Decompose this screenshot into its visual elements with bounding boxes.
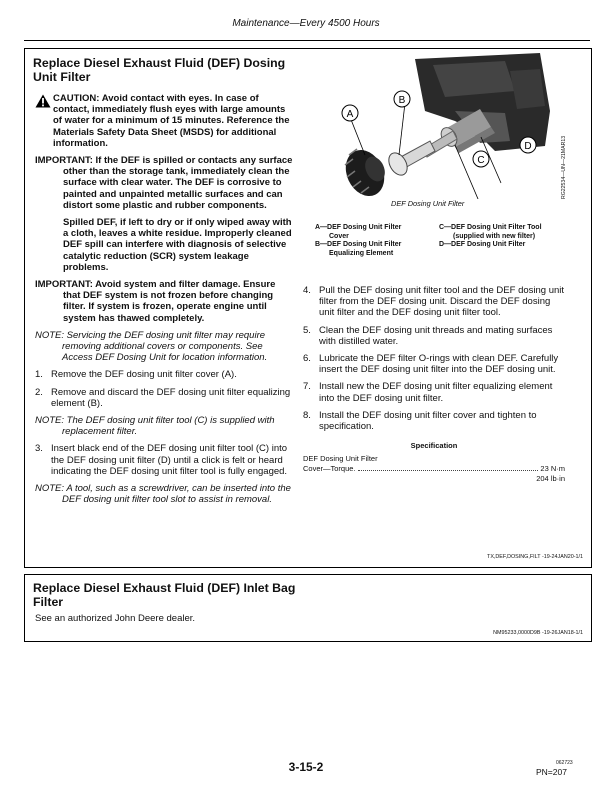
footer-pn: PN=207: [536, 767, 567, 777]
step-3: 3. Insert black end of the DEF dosing unit filter tool (C) into the DEF dosing unit filter (D) until a click is felt or heard indicating the DEF dosing unit filter tool is fully engaged.: [35, 443, 288, 477]
footer-date-code: 062723: [556, 760, 573, 766]
section-def-dosing-filter: [24, 48, 592, 568]
legend-a: A—DEF Dosing Unit Filter: [315, 224, 402, 231]
step-2-text: Remove and discard the DEF dosing unit filter equalizing element (B).: [51, 386, 291, 409]
section2-title-line1: Replace Diesel Exhaust Fluid (DEF) Inlet Bag: [33, 581, 296, 595]
header-rule: [24, 40, 590, 41]
step-5-text: Clean the DEF dosing unit threads and mating surfaces with distilled water.: [319, 324, 553, 347]
callout-label-c: C: [477, 155, 485, 166]
step-3-text: Insert black end of the DEF dosing unit filter tool (C) into the DEF dosing unit filter (D) until a click is felt or heard indicating the DEF dosing unit filter tool is fully engaged.: [51, 443, 288, 477]
step-6-text: Lubricate the DEF filter O-rings with clean DEF. Carefully insert the DEF dosing unit filter into the DEF dosing unit.: [319, 353, 559, 376]
section-title-line1: Replace Diesel Exhaust Fluid (DEF) Dosing: [33, 56, 286, 70]
spec-label: Cover—Torque.: [303, 464, 356, 474]
section2-ref-code: NM95233,0000D9B -19-26JAN18-1/1: [493, 630, 583, 636]
legend-b-cont: Equalizing Element: [329, 249, 394, 257]
step-7: 7. Install new the DEF dosing unit filter equalizing element into the DEF dosing unit filter.: [303, 381, 553, 404]
section-title: [33, 56, 303, 84]
spec-value-nm: 23 N·m: [540, 464, 565, 474]
section2-body: See an authorized John Deere dealer.: [35, 613, 196, 624]
step-2: 2. Remove and discard the DEF dosing unit filter equalizing element (B).: [35, 386, 291, 409]
page-number: 3-15-2: [288, 760, 324, 774]
section1-ref-code: TX,DEF,DOSING,FILT -19-24JAN20-1/1: [487, 554, 583, 560]
callout-label-b: B: [398, 95, 406, 106]
legend-b: B—DEF Dosing Unit Filter: [315, 241, 402, 249]
spec-title: Specification: [410, 441, 458, 451]
callout-label-a: A: [346, 109, 354, 120]
section2-title-line2: Filter: [33, 595, 64, 609]
step-7-text: Install new the DEF dosing unit filter equalizing element into the DEF dosing unit filter.: [319, 381, 553, 404]
left-column: [35, 93, 293, 512]
callout-label-d: D: [524, 141, 532, 152]
warning-triangle-icon: [35, 94, 51, 108]
legend-c: C—DEF Dosing Unit Filter Tool: [439, 224, 542, 231]
caution-block: [35, 93, 293, 149]
step-5: 5. Clean the DEF dosing unit threads and mating surfaces with distilled water.: [303, 324, 553, 347]
step-6: 6. Lubricate the DEF filter O-rings with clean DEF. Carefully insert the DEF dosing unit filter into the DEF dosing unit.: [303, 353, 559, 376]
spec-value-lbin: 204 lb·in: [536, 474, 565, 484]
figure-def-dosing-filter: [305, 51, 555, 199]
section-title-line2: Unit Filter: [33, 70, 91, 84]
page-header: Maintenance—Every 4500 Hours: [232, 18, 380, 29]
section-def-inlet-bag-filter: [24, 574, 592, 642]
section2-title: [33, 581, 333, 609]
step-4-text: Pull the DEF dosing unit filter tool and the DEF dosing unit filter from the DEF dosing unit. Discard the DEF dosing unit filter and the DEF dosing unit filter tool.: [319, 285, 565, 319]
right-column: [303, 285, 565, 484]
spec-table: [303, 454, 565, 484]
important-spill-cont: Spilled DEF, if left to dry or if only wiped away with a cloth, leaves a white residue. Improperly cleaned DEF spill can interfere with diagnosis of selective catalytic reduction (SCR) system leakage problems.: [63, 217, 292, 273]
figure-legend-right: [439, 224, 542, 250]
spec-row: [303, 464, 565, 474]
figure-legend-left: [315, 224, 401, 258]
important-frozen: IMPORTANT: Avoid system and filter damage. Ensure that DEF system is not frozen before changing filter. If system is frozen, operate engine until system has thawed completely.: [35, 279, 276, 324]
step-1-text: Remove the DEF dosing unit filter cover (A).: [51, 369, 237, 381]
figure-code: RG22534—UN—21MAR13: [561, 135, 567, 199]
legend-a-cont: Cover: [329, 232, 349, 240]
note-tool-supplied: NOTE: The DEF dosing unit filter tool (C) is supplied with replacement filter.: [35, 415, 275, 438]
caution-text: CAUTION: Avoid contact with eyes. In case of contact, immediately flush eyes with large amounts of water for a minimum of 15 minutes. Reference the Materials Safety Data Sheet (MSDS) for additional information.: [53, 93, 290, 149]
figure-caption: DEF Dosing Unit Filter: [391, 199, 465, 208]
legend-c-cont: (supplied with new filter): [453, 232, 536, 240]
step-4: 4. Pull the DEF dosing unit filter tool and the DEF dosing unit filter from the DEF dosing unit. Discard the DEF dosing unit filter and the DEF dosing unit filter tool.: [303, 285, 565, 319]
spec-leader-dots: [358, 470, 539, 471]
step-8: 8. Install the DEF dosing unit filter cover and tighten to specification.: [303, 409, 537, 433]
spec-item: DEF Dosing Unit Filter: [303, 454, 378, 464]
step-1: 1. Remove the DEF dosing unit filter cover (A).: [35, 369, 237, 381]
important-spill: IMPORTANT: If the DEF is spilled or contacts any surface other than the storage tank, immediately clean the surface with clear water. The DEF is corrosive to painted and unpainted metallic surfaces and can distort some plastic and rubber components.: [35, 155, 293, 211]
note-servicing: NOTE: Servicing the DEF dosing unit filter may require removing additional covers or components. See Access DEF Dosing Unit for location information.: [35, 329, 268, 364]
step-8-text: Install the DEF dosing unit filter cover and tighten to specification.: [319, 409, 537, 433]
legend-d: D—DEF Dosing Unit Filter: [439, 241, 526, 249]
dosing-filter-illustration: [305, 51, 555, 199]
note-screwdriver: NOTE: A tool, such as a screwdriver, can be inserted into the DEF dosing unit filter tool slot to assist in removal.: [35, 483, 291, 506]
